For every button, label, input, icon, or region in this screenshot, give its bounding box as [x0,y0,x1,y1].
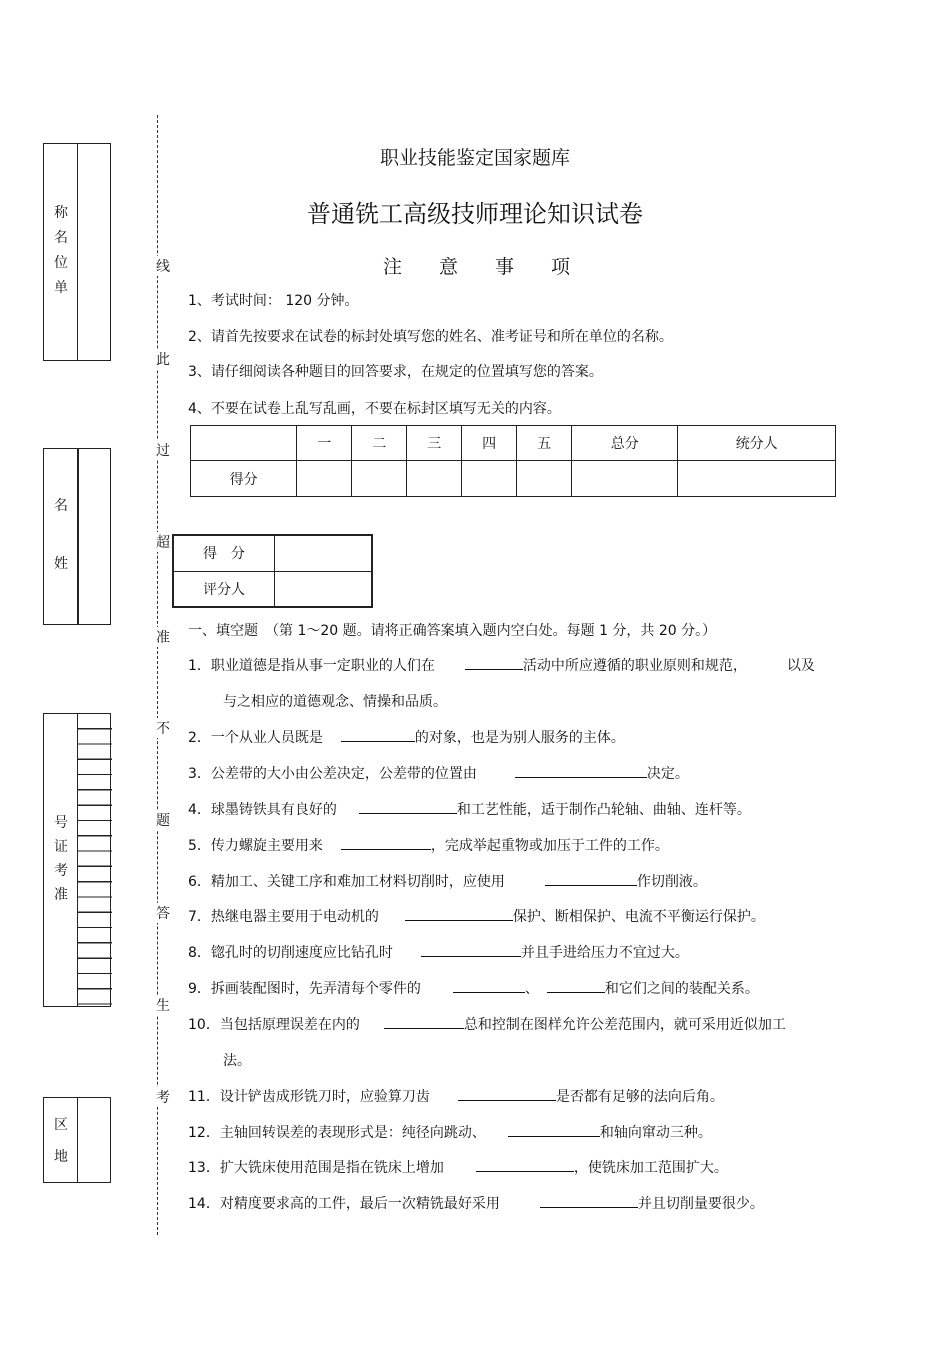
question-12: 12．主轴回转误差的表现形式是：纯径向跳动、 和轴向窜动三种。 [188,1125,712,1141]
seal-char: 线 [154,256,172,276]
score-header-cell [191,426,297,461]
question-3: 3．公差带的大小由公差决定，公差带的位置由 决定。 [188,766,689,782]
score-input-cell[interactable] [352,461,407,497]
answer-blank[interactable] [508,1124,600,1137]
grader-score-label: 得 分 [173,535,275,571]
score-input-cell[interactable] [678,461,836,497]
question-1: 1．职业道德是指从事一定职业的人们在 活动中所应遵循的职业原则和规范， 以及 [188,658,815,674]
score-input-cell[interactable] [572,461,678,497]
note-item: 2、请首先按要求在试卷的标封处填写您的姓名、准考证号和所在单位的名称。 [188,329,673,345]
region-binding-box [43,1097,111,1183]
seal-char: 此 [154,349,172,369]
grader-name-label: 评分人 [173,571,275,607]
question-1-continuation: 与之相应的道德观念、情操和品质。 [223,694,447,710]
question-14: 14．对精度要求高的工件，最后一次精铣最好采用 并且切削量要很少。 [188,1196,764,1212]
exam-source-subtitle: 职业技能鉴定国家题库 [379,147,570,169]
grader-score-input[interactable] [275,535,373,571]
score-summary-table [190,425,836,497]
answer-blank[interactable] [515,765,647,778]
score-row-label: 得分 [191,461,297,497]
name-input-column[interactable] [77,449,79,624]
score-header-cell: 四 [462,426,517,461]
answer-blank[interactable] [540,1195,638,1208]
question-2: 2．一个从业人员既是 的对象，也是为别人服务的主体。 [188,730,625,746]
seal-char: 超 [154,532,172,552]
seal-char: 答 [154,903,172,923]
question-8: 8．锪孔时的切削速度应比钻孔时 并且手进给压力不宜过大。 [188,945,689,961]
answer-blank[interactable] [458,1088,556,1101]
notice-heading: 注 意 事 项 [383,256,571,278]
seal-char: 不 [154,718,172,738]
answer-blank[interactable] [341,837,431,850]
answer-blank[interactable] [547,980,605,993]
question-4: 4．球墨铸铁具有良好的 和工艺性能，适于制作凸轮轴、曲轴、连杆等。 [188,802,751,818]
exam-id-grid[interactable] [77,714,112,1006]
answer-blank[interactable] [453,980,525,993]
name-label: 名 姓 [54,498,68,572]
seal-char: 题 [154,810,172,830]
question-13: 13．扩大铣床使用范围是指在铣床上增加 ，使铣床加工范围扩大。 [188,1160,728,1176]
section-heading: 一、填空题 （第 1～20 题。请将正确答案填入题内空白处。每题 1 分，共 20 分。） [188,623,717,639]
grader-name-input[interactable] [275,571,373,607]
note-item: 3、请仔细阅读各种题目的回答要求，在规定的位置填写您的答案。 [188,364,603,380]
region-input-column[interactable] [77,1098,78,1182]
score-header-cell: 总分 [572,426,678,461]
seal-char: 准 [154,627,172,647]
score-header-cell: 统分人 [678,426,836,461]
score-input-cell[interactable] [297,461,352,497]
question-10: 10．当包括原理误差在内的 总和控制在图样允许公差范围内，就可采用近似加工 [188,1017,786,1033]
score-header-cell: 一 [297,426,352,461]
score-input-cell[interactable] [462,461,517,497]
question-11: 11．设计铲齿成形铣刀时，应验算刀齿 是否都有足够的法向后角。 [188,1089,724,1105]
answer-blank[interactable] [476,1159,574,1172]
exam-title: 普通铣工高级技师理论知识试卷 [307,200,643,228]
question-6: 6．精加工、关键工序和难加工材料切削时，应使用 作切削液。 [188,874,707,890]
note-item: 4、不要在试卷上乱写乱画，不要在标封区填写无关的内容。 [188,401,561,417]
score-header-cell: 五 [517,426,572,461]
question-10-continuation: 法。 [223,1053,251,1069]
question-5: 5．传力螺旋主要用来 ，完成举起重物或加压于工件的工作。 [188,838,669,854]
exam-id-binding-box [43,713,111,1007]
score-input-cell[interactable] [407,461,462,497]
answer-blank[interactable] [545,873,637,886]
answer-blank[interactable] [341,729,415,742]
answer-blank[interactable] [405,908,513,921]
note-item: 1、考试时间： 120 分钟。 [188,293,359,309]
grader-table [172,534,373,608]
question-7: 7．热继电器主要用于电动机的 保护、断相保护、电流不平衡运行保护。 [188,909,765,925]
answer-blank[interactable] [421,944,521,957]
answer-blank[interactable] [465,657,523,670]
unit-label: 称 名 位 单 [54,205,68,296]
score-input-cell[interactable] [517,461,572,497]
answer-blank[interactable] [384,1016,464,1029]
score-header-cell: 二 [352,426,407,461]
answer-blank[interactable] [359,801,457,814]
exam-id-label: 号 证 考 准 [54,815,68,903]
region-label: 区 地 [54,1117,68,1165]
score-header-cell: 三 [407,426,462,461]
seal-char: 生 [154,995,172,1015]
seal-dashed-line [157,115,158,1235]
seal-char: 考 [154,1087,172,1107]
seal-char: 过 [154,440,172,460]
unit-binding-box [43,143,111,361]
question-9: 9．拆画装配图时，先弄清每个零件的 、 和它们之间的装配关系。 [188,981,759,997]
name-binding-box [43,448,111,625]
unit-input-column[interactable] [77,144,78,360]
